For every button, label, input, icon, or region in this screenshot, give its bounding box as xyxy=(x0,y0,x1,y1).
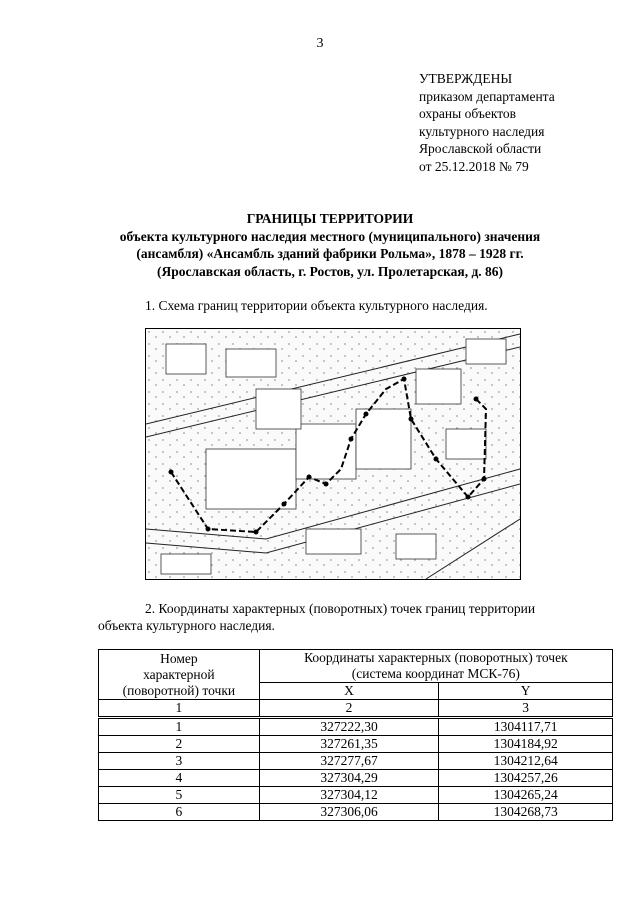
header-point-number xyxy=(99,650,260,700)
header-cell-line: характерной xyxy=(143,666,215,682)
table-cell: 327261,35 xyxy=(259,736,439,753)
header-cell-line: Координаты характерных (поворотных) точек xyxy=(304,650,568,665)
table-row xyxy=(99,718,613,736)
table-cell: 1 xyxy=(99,718,260,736)
table-cell: 327222,30 xyxy=(259,718,439,736)
table-header-row xyxy=(99,650,613,683)
header-y: Y xyxy=(439,683,613,700)
table-cell: 3 xyxy=(439,700,613,718)
section-2-heading: 2. Координаты характерных (поворотных) точек границ территории xyxy=(145,601,536,616)
table-cell: 1304184,92 xyxy=(439,736,613,753)
approval-stamp xyxy=(419,70,555,175)
table-cell: 327304,29 xyxy=(259,770,439,787)
approval-line: культурного наследия xyxy=(419,123,545,139)
table-cell: 1 xyxy=(99,700,260,718)
approval-line: приказом департамента xyxy=(419,88,555,104)
table-cell: 2 xyxy=(99,736,260,753)
table-cell: 2 xyxy=(259,700,439,718)
boundary-map xyxy=(145,328,521,580)
table-cell: 4 xyxy=(99,770,260,787)
table-cell: 1304117,71 xyxy=(439,718,613,736)
table-cell: 1304265,24 xyxy=(439,787,613,804)
title-line: ГРАНИЦЫ ТЕРРИТОРИИ xyxy=(246,211,414,226)
header-cell-line: (поворотной) точки xyxy=(122,682,236,698)
table-cell: 1304212,64 xyxy=(439,753,613,770)
table-cell: 5 xyxy=(99,787,260,804)
boundary-map-drawing xyxy=(146,329,520,579)
table-row xyxy=(99,804,613,821)
section-1-heading: 1. Схема границ территории объекта культурного наследия. xyxy=(145,298,488,313)
title-line: объекта культурного наследия местного (муниципального) значения xyxy=(119,228,541,244)
table-cell: 327306,06 xyxy=(259,804,439,821)
coordinates-table xyxy=(98,649,613,821)
title-line: (ансамбля) «Ансамбль зданий фабрики Рольма», 1878 – 1928 гг. xyxy=(136,246,524,261)
approval-line: УТВЕРЖДЕНЫ xyxy=(419,71,513,86)
header-cell-line: Номер xyxy=(160,650,198,666)
document-title xyxy=(60,210,600,280)
table-row xyxy=(99,770,613,787)
section-2-heading-cont: объекта культурного наследия. xyxy=(98,618,275,633)
page-number: 3 xyxy=(316,36,324,51)
table-cell: 327277,67 xyxy=(259,753,439,770)
approval-line: охраны объектов xyxy=(419,106,517,121)
table-row xyxy=(99,787,613,804)
title-line: (Ярославская область, г. Ростов, ул. Пролетарская, д. 86) xyxy=(156,263,504,279)
table-index-row xyxy=(99,700,613,718)
table-cell: 1304257,26 xyxy=(439,770,613,787)
header-coordinates xyxy=(259,650,612,683)
header-cell-line: (система координат МСК-76) xyxy=(351,666,520,681)
table-cell: 327304,12 xyxy=(259,787,439,804)
approval-line: Ярославской области xyxy=(419,141,542,156)
approval-line: от 25.12.2018 № 79 xyxy=(419,158,529,174)
table-cell: 6 xyxy=(99,804,260,821)
table-row xyxy=(99,736,613,753)
header-x: X xyxy=(259,683,439,700)
table-cell: 3 xyxy=(99,753,260,770)
table-cell: 1304268,73 xyxy=(439,804,613,821)
table-row xyxy=(99,753,613,770)
